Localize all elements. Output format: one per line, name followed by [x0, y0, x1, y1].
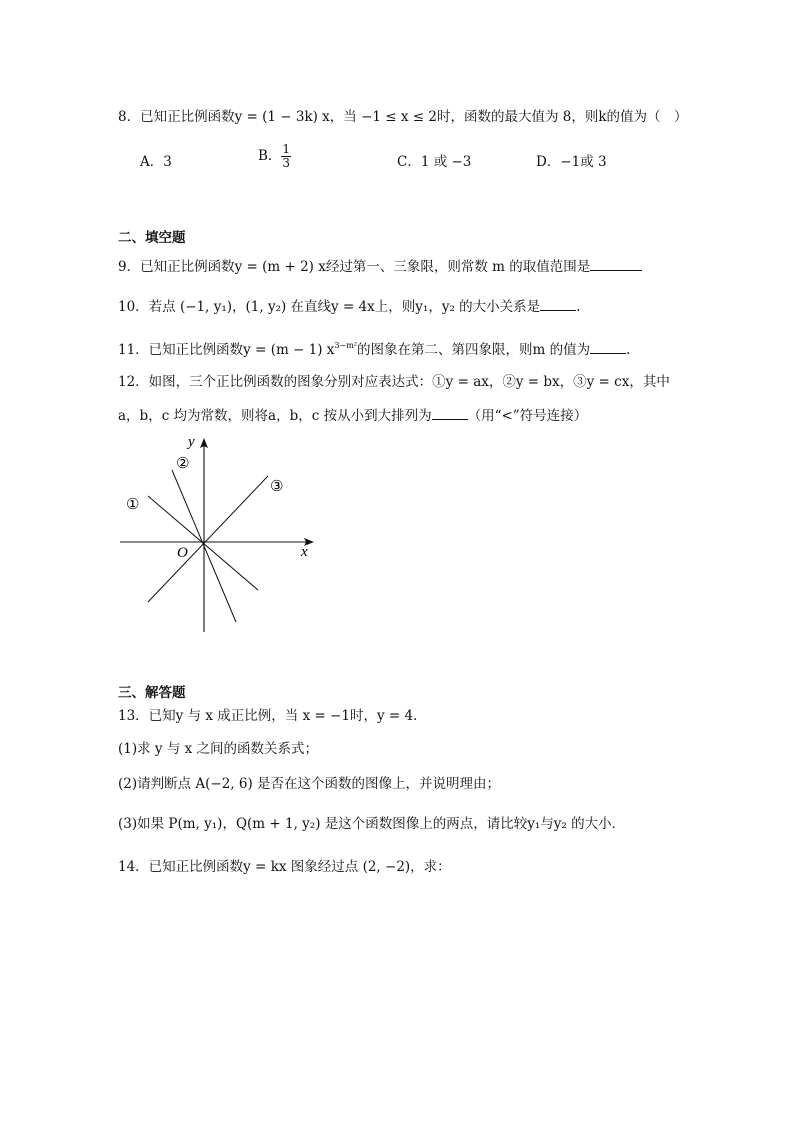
section-solve-title: 三、解答题 [118, 685, 186, 701]
question-11 [118, 337, 630, 359]
question-8-text: 8．已知正比例函数y = (1 − 3k) x，当 −1 ≤ x ≤ 2时，函数的最大值为 8，则k的值为（ ） [118, 109, 688, 125]
question-13-text: 13．已知y 与 x 成正比例，当 x = −1时，y = 4． [118, 708, 427, 724]
question-12-graph [118, 432, 318, 637]
option-b-fraction [281, 143, 291, 170]
option-a: A．3 [140, 154, 172, 170]
question-13-part-1: (1)求 y 与 x 之间的函数关系式； [118, 741, 319, 757]
question-9 [118, 256, 642, 276]
exponent: 3−m² [334, 341, 358, 350]
question-11-post: 的图象在第二、第四象限，则m 的值为 [357, 342, 591, 358]
question-10 [118, 296, 580, 316]
question-12-text-3: （用“<”符号连接） [467, 408, 588, 424]
question-12-text-2: a，b，c 均为常数，则将a，b，c 按从小到大排列为 [118, 408, 432, 424]
question-8 [118, 108, 688, 126]
line-3-label: ③ [270, 477, 284, 495]
question-9-text: 9．已知正比例函数y = (m + 2) x经过第一、三象限，则常数 m 的取值范围是 [118, 259, 591, 275]
question-13-part-3: (3)如果 P(m, y₁)，Q(m + 1, y₂) 是这个函数图像上的两点，请比较y₁与y₂ 的大小． [118, 816, 626, 832]
option-b-prefix: B． [258, 148, 282, 164]
section-fill-in-title: 二、填空题 [118, 230, 186, 246]
question-12-line-2 [118, 405, 587, 425]
question-11-pre: 11．已知正比例函数y = (m − 1) x [118, 342, 335, 358]
question-11-end: . [626, 342, 631, 358]
answer-blank[interactable] [540, 296, 576, 311]
question-12-line-1 [118, 373, 670, 391]
question-13 [118, 707, 427, 725]
question-13-part-2: (2)请判断点 A(−2, 6) 是否在这个函数的图像上，并说明理由； [118, 776, 501, 792]
line-1-label: ① [126, 495, 140, 513]
question-10-text: 10．若点 (−1, y₁)，(1, y₂) 在直线y = 4x上，则y₁，y₂ 的大小关系是 [118, 299, 541, 315]
option-d: D．−1或 3 [536, 154, 607, 170]
line-2-label: ② [176, 454, 190, 472]
question-14-text: 14．已知正比例函数y = kx 图象经过点 (2, −2)，求： [118, 859, 451, 875]
fraction-numerator: 1 [282, 142, 291, 156]
answer-blank[interactable] [590, 256, 642, 271]
question-12-text: 12．如图，三个正比例函数的图象分别对应表达式：①y = ax，②y = bx，③y = cx，其中 [118, 374, 670, 390]
answer-blank[interactable] [590, 339, 626, 354]
fraction-denominator: 3 [282, 156, 291, 170]
question-10-end: . [576, 299, 581, 315]
origin-label: O [177, 545, 188, 561]
option-b [258, 143, 291, 170]
answer-blank[interactable] [432, 405, 468, 420]
option-c: C．1 或 −3 [397, 154, 472, 170]
question-14 [118, 858, 451, 876]
x-axis-label: x [301, 544, 308, 560]
y-axis-label: y [188, 434, 195, 450]
